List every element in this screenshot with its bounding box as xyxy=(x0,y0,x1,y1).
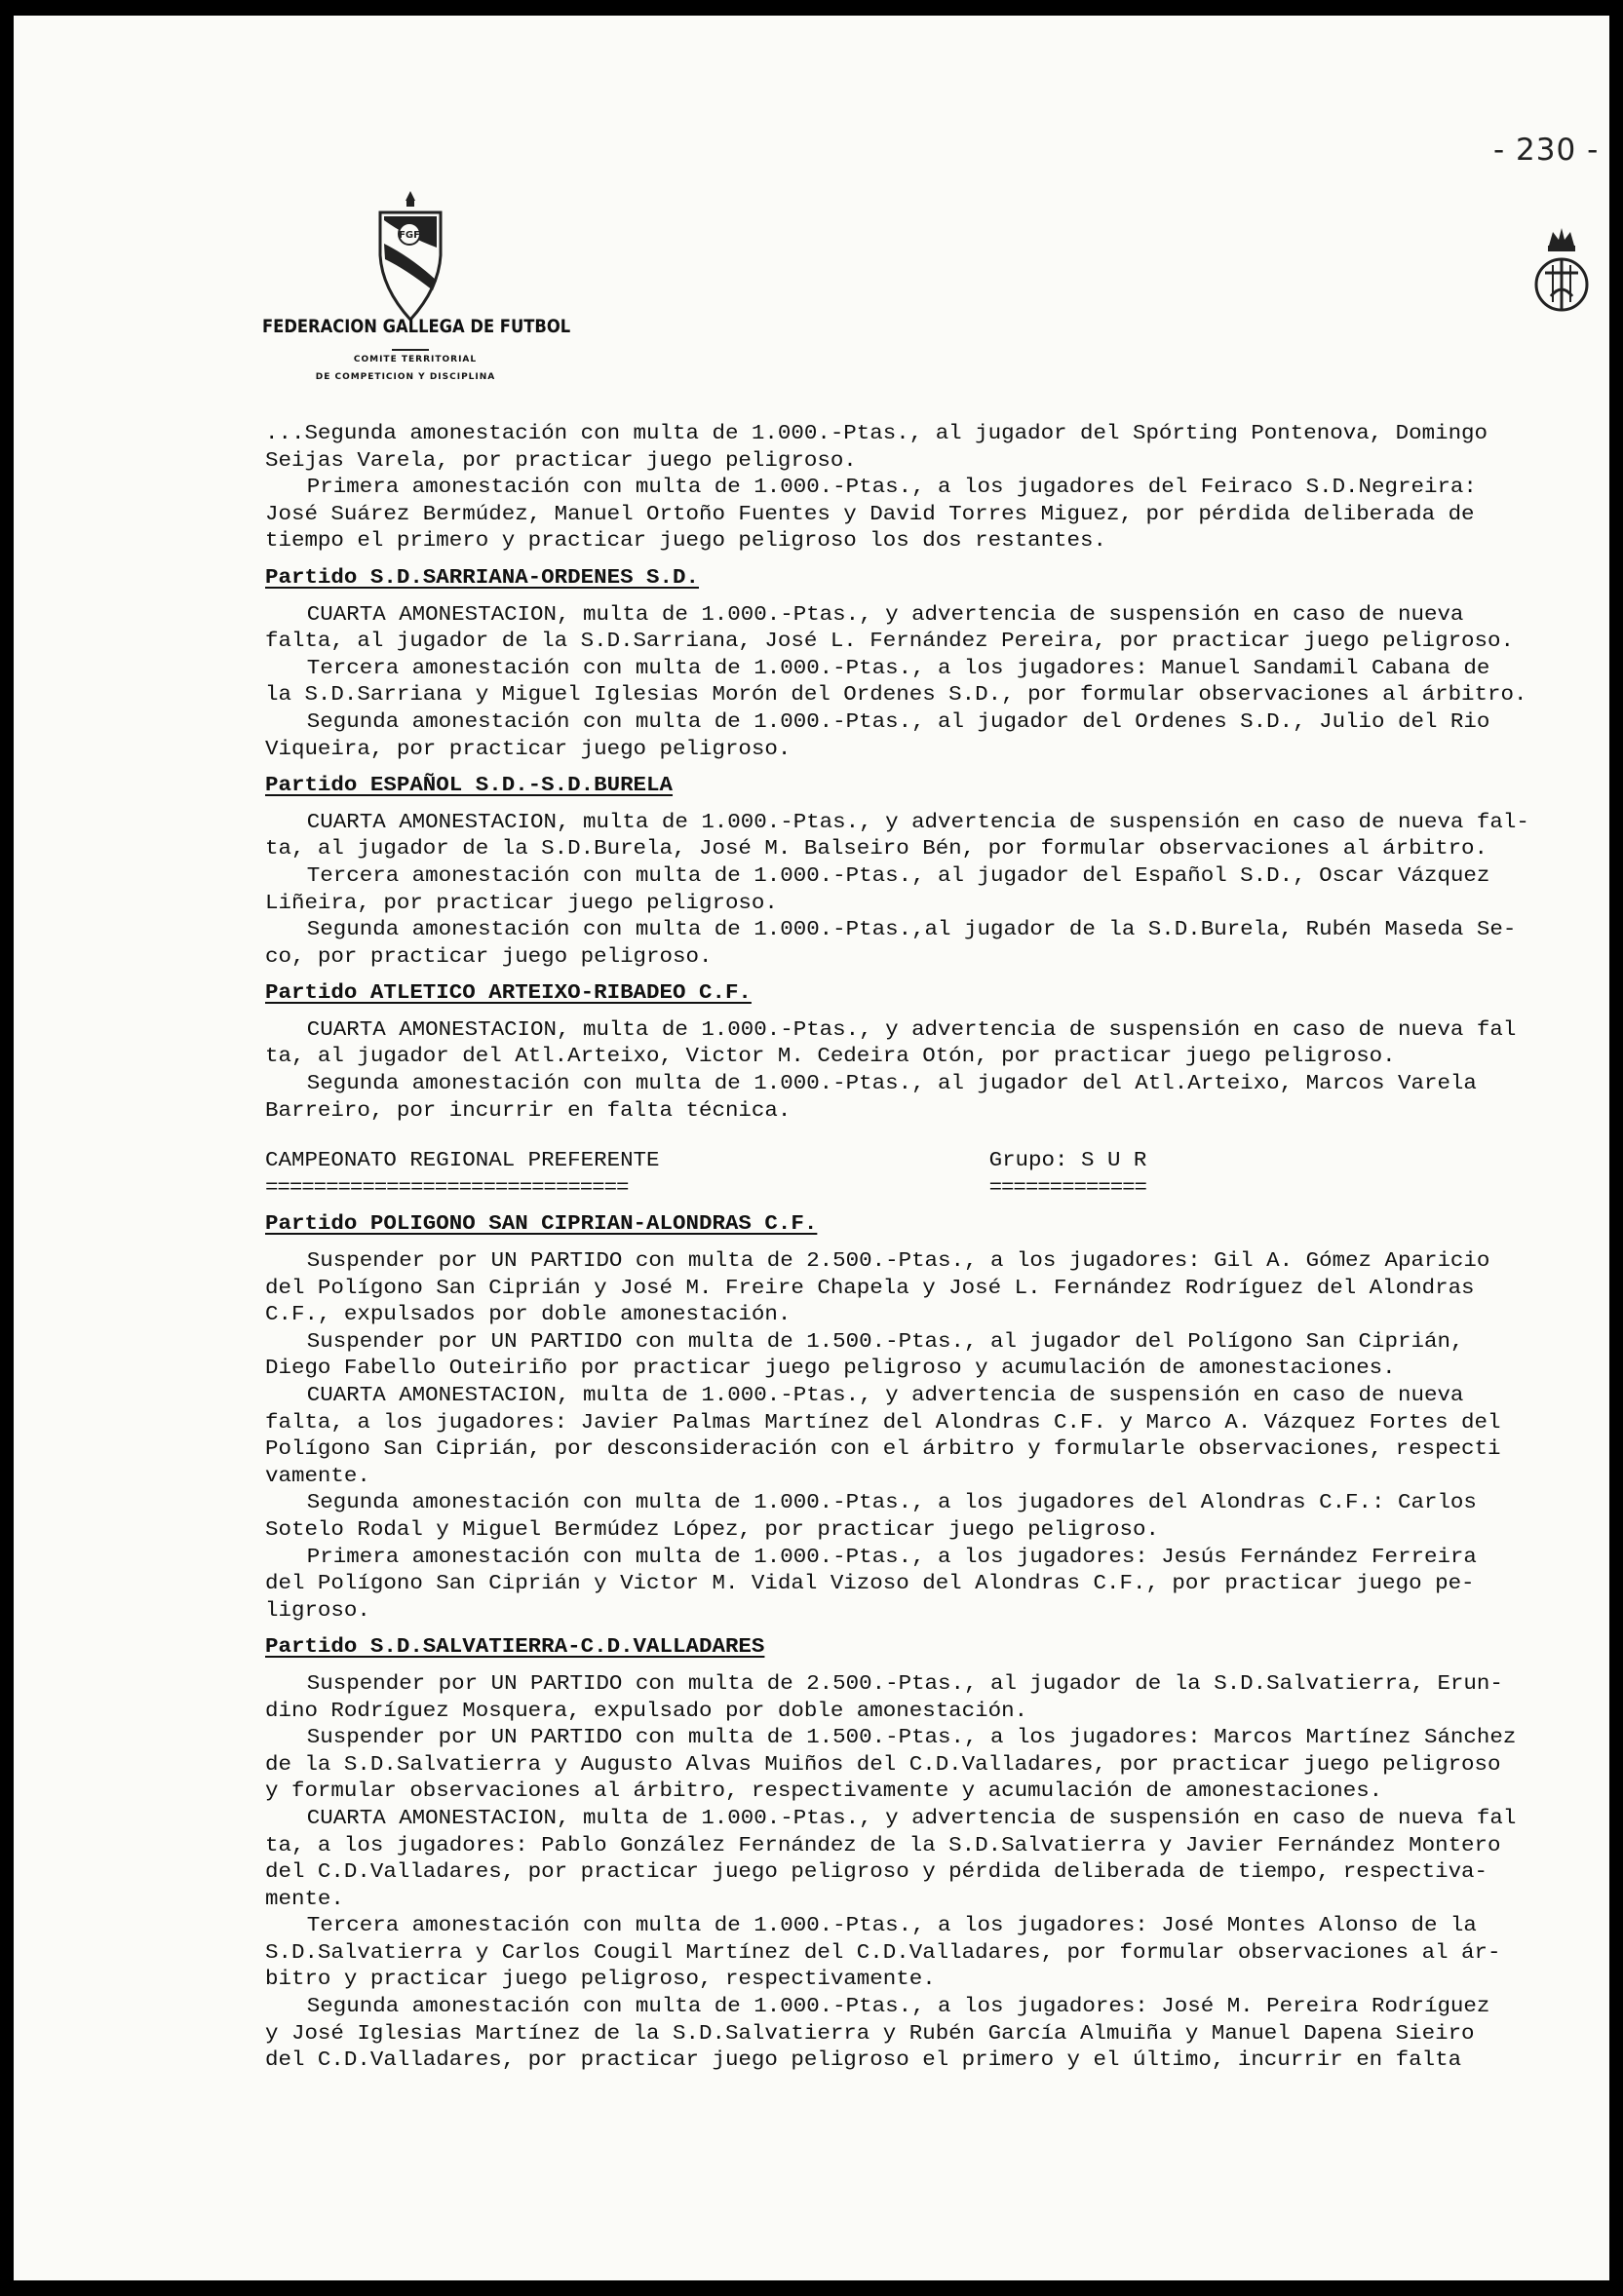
spacer xyxy=(265,1008,1609,1017)
document-page xyxy=(14,16,1609,2280)
text-line: ligroso. xyxy=(265,1599,370,1623)
match-heading-text: Partido ESPAÑOL S.D.-S.D.BURELA xyxy=(265,775,674,798)
text-line: del C.D.Valladares, por practicar juego peligroso el primero y el último, incurrir en falta xyxy=(265,2049,1462,2073)
text-line: del Polígono San Ciprián y Victor M. Vidal Vizoso del Alondras C.F., por practicar juego pe- xyxy=(265,1573,1475,1596)
text-line: Viqueira, por practicar juego peligroso. xyxy=(265,738,792,761)
page-number: - 230 - xyxy=(1493,133,1600,168)
section-title: CAMPEONATO REGIONAL PREFERENTE xyxy=(265,1150,660,1173)
text-line: Polígono San Ciprián, por desconsideración con el árbitro y formularle observaciones, respecti xyxy=(265,1438,1501,1462)
committee-line-1: COMITE TERRITORIAL xyxy=(353,355,478,364)
paragraph-first-line: Primera amonestación con multa de 1.000.-Ptas., a los jugadores: Jesús Fernández Ferreira xyxy=(306,1546,1477,1569)
spacer xyxy=(265,1239,1609,1248)
match-heading xyxy=(265,565,1609,593)
paragraph-first-line: Segunda amonestación con multa de 1.000.-Ptas., al jugador del Ordenes S.D., Julio del Rio xyxy=(306,710,1490,734)
match-heading xyxy=(265,980,1609,1008)
spacer xyxy=(265,1202,1609,1211)
section-group: ============= xyxy=(988,1176,1146,1200)
spacer xyxy=(265,800,1609,810)
match-heading-text: Partido S.D.SARRIANA-ORDENES S.D. xyxy=(265,566,699,590)
paragraph-first-line: Segunda amonestación con multa de 1.000.-Ptas., a los jugadores del Alondras C.F.: Carlos xyxy=(306,1492,1477,1515)
text-line: falta, a los jugadores: Javier Palmas Martínez del Alondras C.F. y Marco A. Vázquez Fortes del xyxy=(265,1411,1501,1435)
federation-name: FEDERACION GALLEGA DE FUTBOL xyxy=(262,316,571,337)
paragraph-first-line: CUARTA AMONESTACION, multa de 1.000.-Ptas., y advertencia de suspensión en caso de nueva xyxy=(306,1385,1464,1407)
paragraph-first-line: CUARTA AMONESTACION, multa de 1.000.-Ptas., y advertencia de suspensión en caso de nueva fal xyxy=(306,1018,1517,1042)
svg-text:FGF: FGF xyxy=(399,230,420,241)
text-line: co, por practicar juego peligroso. xyxy=(265,945,713,969)
paragraph-first-line: CUARTA AMONESTACION, multa de 1.000.-Ptas., y advertencia de suspensión en caso de nueva fal- xyxy=(306,811,1529,834)
text-line: José Suárez Bermúdez, Manuel Ortoño Fuentes y David Torres Miguez, por pérdida deliberada de xyxy=(265,503,1475,526)
paragraph-first-line: Tercera amonestación con multa de 1.000.-Ptas., al jugador del Español S.D., Oscar Vázquez xyxy=(306,864,1490,888)
paragraph-first-line: CUARTA AMONESTACION, multa de 1.000.-Ptas., y advertencia de suspensión en caso de nueva xyxy=(306,603,1464,627)
document-body xyxy=(265,421,1609,2075)
text-line: Liñeira, por practicar juego peligroso. xyxy=(265,892,778,915)
paragraph-first-line: Suspender por UN PARTIDO con multa de 2.500.-Ptas., a los jugadores: Gil A. Gómez Aparicio xyxy=(306,1250,1490,1274)
text-line: Barreiro, por incurrir en falta técnica. xyxy=(265,1099,792,1123)
text-line: Seijas Varela, por practicar juego peligroso. xyxy=(265,449,857,473)
match-heading xyxy=(265,773,1609,800)
spacer xyxy=(265,1662,1609,1671)
text-line: del C.D.Valladares, por practicar juego peligroso y pérdida deliberada de tiempo, respectiva- xyxy=(265,1861,1488,1885)
paragraph-first-line: Segunda amonestación con multa de 1.000.-Ptas.,al jugador de la S.D.Burela, Rubén Maseda Se- xyxy=(306,919,1517,942)
text-line: falta, al jugador de la S.D.Sarriana, José L. Fernández Pereira, por practicar juego peligroso. xyxy=(265,631,1515,654)
text-line: C.F., expulsados por doble amonestación. xyxy=(265,1304,792,1327)
royal-crown-emblem-icon xyxy=(1531,224,1592,320)
text-line: ...Segunda amonestación con multa de 1.000.-Ptas., al jugador del Spórting Pontenova, Domingo xyxy=(265,423,1488,445)
text-line: ta, al jugador de la S.D.Burela, José M. Balseiro Bén, por formular observaciones al árbitro. xyxy=(265,838,1488,861)
match-heading xyxy=(265,1634,1609,1662)
match-heading-text: Partido POLIGONO SAN CIPRIAN-ALONDRAS C.F. xyxy=(265,1213,818,1237)
text-line: del Polígono San Ciprián y José M. Freire Chapela y José L. Fernández Rodríguez del Alondras xyxy=(265,1277,1475,1300)
section-header-row xyxy=(265,1148,1609,1175)
letterhead-divider xyxy=(392,349,429,351)
text-line: de la S.D.Salvatierra y Augusto Alvas Muiños del C.D.Valladares, por practicar juego peligroso xyxy=(265,1753,1501,1777)
section-group: Grupo: S U R xyxy=(988,1150,1147,1173)
spacer xyxy=(265,1625,1609,1634)
paragraph-first-line: Tercera amonestación con multa de 1.000.-Ptas., a los jugadores: José Montes Alonso de la xyxy=(306,1915,1477,1938)
text-line: mente. xyxy=(265,1888,344,1911)
committee-line-2: DE COMPETICION Y DISCIPLINA xyxy=(315,372,496,382)
paragraph-first-line: Suspender por UN PARTIDO con multa de 1.500.-Ptas., al jugador del Polígono San Ciprián, xyxy=(306,1330,1464,1354)
text-line: ta, al jugador del Atl.Arteixo, Victor M. Cedeira Otón, por practicar juego peligroso. xyxy=(265,1046,1396,1069)
text-line: bitro y practicar juego peligroso, respectivamente. xyxy=(265,1969,936,1992)
text-line: dino Rodríguez Mosquera, expulsado por doble amonestación. xyxy=(265,1700,1028,1723)
text-line: S.D.Salvatierra y Carlos Cougil Martínez del C.D.Valladares, por formular observaciones al ár- xyxy=(265,1941,1501,1965)
spacer xyxy=(265,593,1609,602)
paragraph-first-line: CUARTA AMONESTACION, multa de 1.000.-Ptas., y advertencia de suspensión en caso de nueva fal xyxy=(306,1807,1517,1830)
text-line: tiempo el primero y practicar juego peligroso los dos restantes. xyxy=(265,530,1106,554)
spacer xyxy=(265,763,1609,773)
paragraph-first-line: Primera amonestación con multa de 1.000.-Ptas., a los jugadores del Feiraco S.D.Negreira: xyxy=(306,477,1477,500)
spacer xyxy=(265,555,1609,565)
match-heading-text: Partido S.D.SALVATIERRA-C.D.VALLADARES xyxy=(265,1636,765,1660)
text-line: Diego Fabello Outeiriño por practicar juego peligroso y acumulación de amonestaciones. xyxy=(265,1358,1396,1381)
text-line: vamente. xyxy=(265,1465,370,1488)
text-line: ta, a los jugadores: Pablo González Fernández de la S.D.Salvatierra y Javier Fernández Montero xyxy=(265,1834,1501,1857)
section-header-row xyxy=(265,1175,1609,1203)
spacer xyxy=(265,971,1609,980)
text-line: la S.D.Sarriana y Miguel Iglesias Morón del Ordenes S.D., por formular observaciones al árbitro. xyxy=(265,684,1527,708)
paragraph-first-line: Segunda amonestación con multa de 1.000.-Ptas., al jugador del Atl.Arteixo, Marcos Varela xyxy=(306,1073,1477,1096)
spacer xyxy=(265,1125,1609,1148)
match-heading xyxy=(265,1211,1609,1239)
text-line: y José Iglesias Martínez de la S.D.Salvatierra y Rubén García Almuiña y Manuel Dapena Sieiro xyxy=(265,2022,1475,2046)
federation-crest-icon xyxy=(376,187,444,324)
section-title: ============================== xyxy=(265,1176,629,1200)
match-heading-text: Partido ATLETICO ARTEIXO-RIBADEO C.F. xyxy=(265,982,752,1006)
paragraph-first-line: Segunda amonestación con multa de 1.000.-Ptas., a los jugadores: José M. Pereira Rodríguez xyxy=(306,1996,1490,2019)
paragraph-first-line: Suspender por UN PARTIDO con multa de 1.500.-Ptas., a los jugadores: Marcos Martínez Sánchez xyxy=(306,1727,1517,1750)
text-line: Sotelo Rodal y Miguel Bermúdez López, por practicar juego peligroso. xyxy=(265,1518,1159,1542)
text-line: y formular observaciones al árbitro, respectivamente y acumulación de amonestaciones. xyxy=(265,1780,1383,1804)
paragraph-first-line: Suspender por UN PARTIDO con multa de 2.500.-Ptas., al jugador de la S.D.Salvatierra, Erun- xyxy=(306,1672,1503,1696)
paragraph-first-line: Tercera amonestación con multa de 1.000.-Ptas., a los jugadores: Manuel Sandamil Cabana de xyxy=(306,657,1490,680)
